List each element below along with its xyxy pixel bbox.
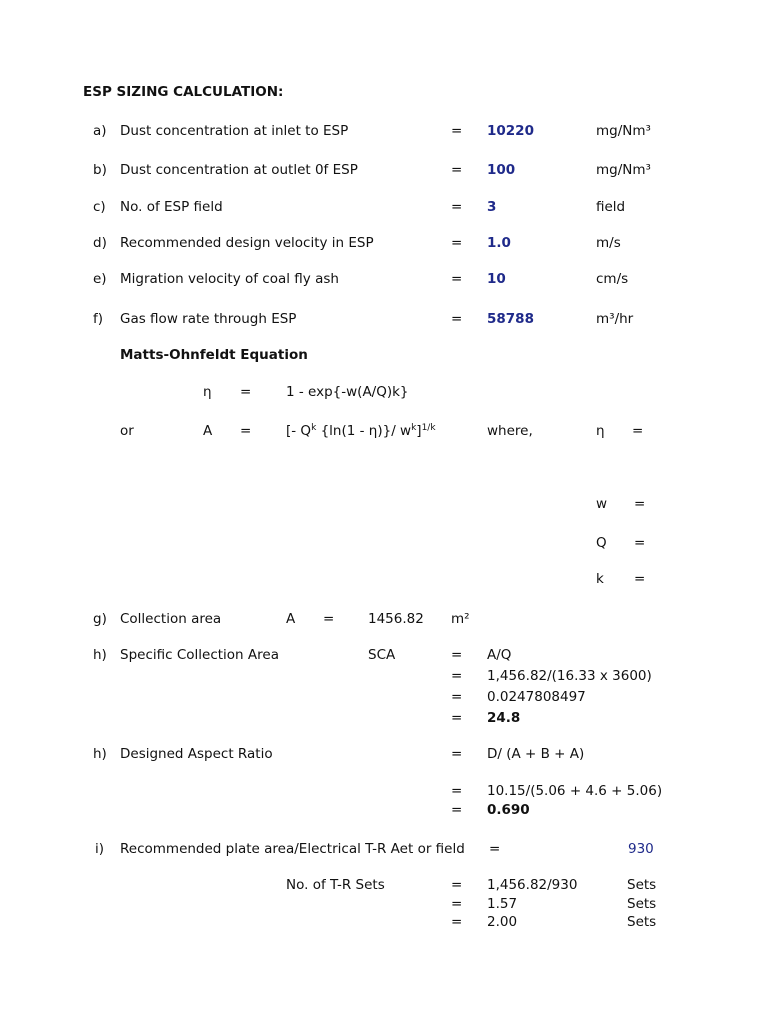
item-letter: h): [93, 647, 107, 663]
item-label: Dust concentration at outlet 0f ESP: [120, 162, 358, 178]
equals-sign: =: [451, 877, 463, 893]
or-label: or: [120, 423, 134, 439]
item-label: Specific Collection Area: [120, 647, 279, 663]
item-letter: d): [93, 235, 107, 251]
equals-sign: =: [451, 311, 463, 327]
sca-result: 24.8: [487, 710, 521, 726]
equals-sign: =: [451, 235, 463, 251]
tr-step: 1.57: [487, 896, 518, 912]
aspect-step: 10.15/(5.06 + 4.6 + 5.06): [487, 783, 663, 799]
item-unit: cm/s: [596, 271, 629, 287]
equals-sign: =: [451, 123, 463, 139]
item-label: Recommended design velocity in ESP: [120, 235, 374, 251]
area-expression: [- $Q^k$ {ln(1 - η)}/ $w^k]^{1/k}$: [286, 423, 436, 439]
equals-sign: =: [451, 746, 463, 762]
item-unit: m/s: [596, 235, 621, 251]
a-symbol: A: [203, 423, 213, 439]
equals-sign: =: [451, 668, 463, 684]
item-unit: mg/Nm³: [596, 123, 651, 139]
equals-sign: =: [451, 647, 463, 663]
sca-symbol: SCA: [368, 647, 396, 663]
item-unit: mg/Nm³: [596, 162, 651, 178]
plate-area-value: 930: [628, 841, 654, 857]
equals-sign: =: [451, 896, 463, 912]
where-symbol: k: [596, 571, 604, 587]
item-letter: c): [93, 199, 106, 215]
equals-sign: =: [451, 802, 463, 818]
item-letter: e): [93, 271, 107, 287]
item-label: Recommended plate area/Electrical T-R Aet or field: [120, 841, 465, 857]
item-label: Dust concentration at inlet to ESP: [120, 123, 349, 139]
collection-area-value: 1456.82: [368, 611, 424, 627]
item-letter: i): [95, 841, 105, 857]
equals-sign: =: [634, 496, 646, 512]
tr-result: 2.00: [487, 914, 518, 930]
aspect-step: D/ (A + B + A): [487, 746, 585, 762]
item-value: 58788: [487, 311, 534, 327]
equals-sign: =: [323, 611, 335, 627]
item-label: No. of ESP field: [120, 199, 223, 215]
equals-sign: =: [489, 841, 501, 857]
equals-sign: =: [451, 914, 463, 930]
page-title: ESP SIZING CALCULATION:: [83, 84, 284, 100]
where-label: where,: [487, 423, 533, 439]
item-value: 10220: [487, 123, 534, 139]
item-unit: Sets: [627, 896, 657, 912]
item-unit: m²: [451, 611, 470, 627]
tr-sets-label: No. of T-R Sets: [286, 877, 385, 893]
item-letter: h): [93, 746, 107, 762]
item-unit: Sets: [627, 877, 657, 893]
equals-sign: =: [634, 535, 646, 551]
equals-sign: =: [632, 423, 644, 439]
item-label: Gas flow rate through ESP: [120, 311, 297, 327]
item-unit: field: [596, 199, 626, 215]
equals-sign: =: [634, 571, 646, 587]
equals-sign: =: [451, 271, 463, 287]
eta-symbol: η: [203, 384, 212, 400]
item-value: 100: [487, 162, 516, 178]
equals-sign: =: [451, 162, 463, 178]
item-unit: Sets: [627, 914, 657, 930]
equals-sign: =: [240, 384, 252, 400]
item-letter: g): [93, 611, 107, 627]
equals-sign: =: [451, 783, 463, 799]
item-label: Designed Aspect Ratio: [120, 746, 273, 762]
eta-expression: 1 - exp{-w(A/Q)k}: [286, 384, 409, 400]
item-value: 3: [487, 199, 497, 215]
item-value: 1.0: [487, 235, 511, 251]
where-symbol: w: [596, 496, 608, 512]
equals-sign: =: [240, 423, 252, 439]
item-letter: a): [93, 123, 107, 139]
item-letter: f): [93, 311, 104, 327]
sca-step: A/Q: [487, 647, 512, 663]
where-symbol: Q: [596, 535, 607, 551]
aspect-result: 0.690: [487, 802, 530, 818]
item-label: Migration velocity of coal fly ash: [120, 271, 339, 287]
equals-sign: =: [451, 199, 463, 215]
equals-sign: =: [451, 689, 463, 705]
equation-heading: Matts-Ohnfeldt Equation: [120, 347, 308, 363]
equals-sign: =: [451, 710, 463, 726]
item-unit: m³/hr: [596, 311, 634, 327]
sca-step: 1,456.82/(16.33 x 3600): [487, 668, 652, 684]
item-letter: b): [93, 162, 107, 178]
tr-step: 1,456.82/930: [487, 877, 578, 893]
a-symbol: A: [286, 611, 296, 627]
item-label: Collection area: [120, 611, 222, 627]
item-value: 10: [487, 271, 506, 287]
where-symbol: η: [596, 423, 605, 439]
sca-step: 0.0247808497: [487, 689, 586, 705]
